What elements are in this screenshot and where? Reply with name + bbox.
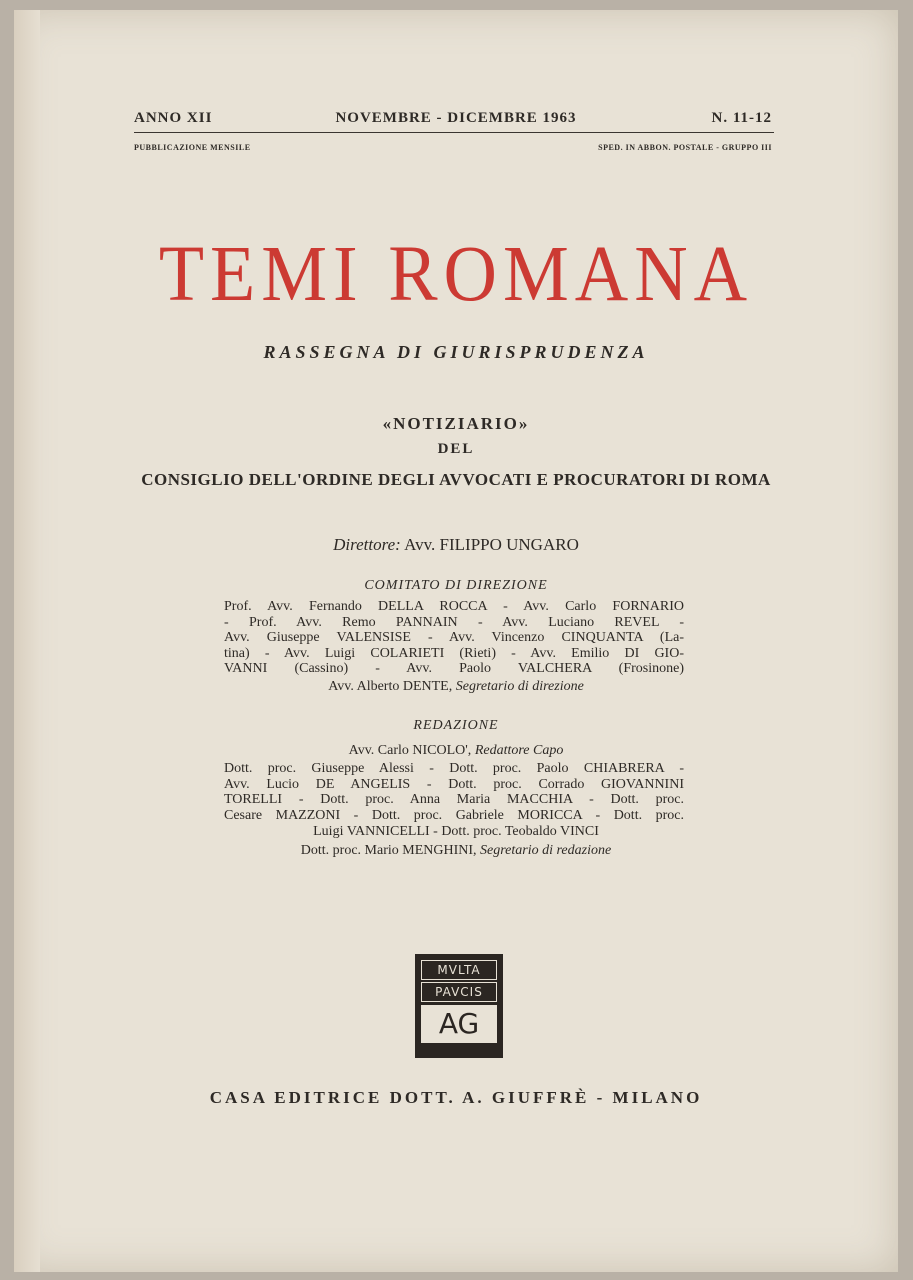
journal-cover xyxy=(14,10,898,1272)
journal-subtitle: RASSEGNA DI GIURISPRUDENZA xyxy=(263,342,649,362)
editorial-line: Dott. proc. Giuseppe Alessi - Dott. proc. Paolo CHIABRERA - xyxy=(224,761,684,776)
logo-monogram: AG xyxy=(421,1005,497,1043)
committee-heading: COMITATO DI DIREZIONE xyxy=(364,578,548,593)
director-line xyxy=(14,535,898,555)
committee-line: - Prof. Avv. Remo PANNAIN - Avv. Luciano REVEL - xyxy=(224,614,684,630)
editor-in-chief-name: Avv. Carlo NICOLO', xyxy=(348,743,472,758)
logo-text-paucis: PAVCIS xyxy=(421,982,497,1002)
committee-line: Avv. Giuseppe VALENSISE - Avv. Vincenzo CINQUANTA (La- xyxy=(224,630,684,645)
header-rule xyxy=(134,132,774,133)
committee-line: tina) - Avv. Luigi COLARIETI (Rieti) - Avv. Emilio DI GIO- xyxy=(224,645,684,661)
editorial-secretary-name: Dott. proc. Mario MENGHINI, xyxy=(300,843,477,858)
editorial-members xyxy=(224,761,684,823)
editorial-line: TORELLI - Dott. proc. Anna Maria MACCHIA - Dott. proc. xyxy=(224,792,684,807)
publication-frequency: PUBBLICAZIONE MENSILE xyxy=(134,143,251,152)
council-name: CONSIGLIO DELL'ORDINE DEGLI AVVOCATI E PROCURATORI DI ROMA xyxy=(141,470,771,489)
editor-in-chief-role: Redattore Capo xyxy=(474,743,564,758)
editor-in-chief xyxy=(14,743,898,759)
editorial-secretary-role: Segretario di redazione xyxy=(480,843,612,858)
committee-secretary-name: Avv. Alberto DENTE, xyxy=(328,679,453,694)
logo-text-multa: MVLTA xyxy=(421,960,497,980)
issue-number: N. 11-12 xyxy=(711,110,772,126)
committee-line: Prof. Avv. Fernando DELLA ROCCA - Avv. Carlo FORNARIO xyxy=(224,599,684,614)
postal-note: SPED. IN ABBON. POSTALE - GRUPPO III xyxy=(598,143,772,152)
director-name: Avv. FILIPPO UNGARO xyxy=(404,535,579,554)
editorial-line: Cesare MAZZONI - Dott. proc. Gabriele MORICCA - Dott. proc. xyxy=(224,807,684,823)
notiziario-heading: «NOTIZIARIO» xyxy=(382,414,530,433)
editorial-line: Avv. Lucio DE ANGELIS - Dott. proc. Corrado GIOVANNINI xyxy=(224,776,684,792)
cover-spine xyxy=(14,10,40,1272)
publisher-logo xyxy=(415,954,503,1058)
committee-members xyxy=(224,599,684,677)
committee-secretary xyxy=(14,679,898,695)
editorial-last-line: Luigi VANNICELLI - Dott. proc. Teobaldo VINCI xyxy=(313,824,599,839)
editorial-secretary xyxy=(14,843,898,859)
committee-line: VANNI (Cassino) - Avv. Paolo VALCHERA (Frosinone) xyxy=(224,661,684,676)
committee-secretary-role: Segretario di direzione xyxy=(455,679,584,694)
issue-date: NOVEMBRE - DICEMBRE 1963 xyxy=(335,110,577,126)
director-label: Direttore: xyxy=(333,535,401,554)
issue-year: ANNO XII xyxy=(134,110,213,126)
journal-title: TEMI ROMANA xyxy=(158,229,754,319)
editorial-heading: REDAZIONE xyxy=(413,718,499,733)
publisher-name: CASA EDITRICE DOTT. A. GIUFFRÈ - MILANO xyxy=(209,1088,703,1107)
del-line: DEL xyxy=(437,441,475,457)
